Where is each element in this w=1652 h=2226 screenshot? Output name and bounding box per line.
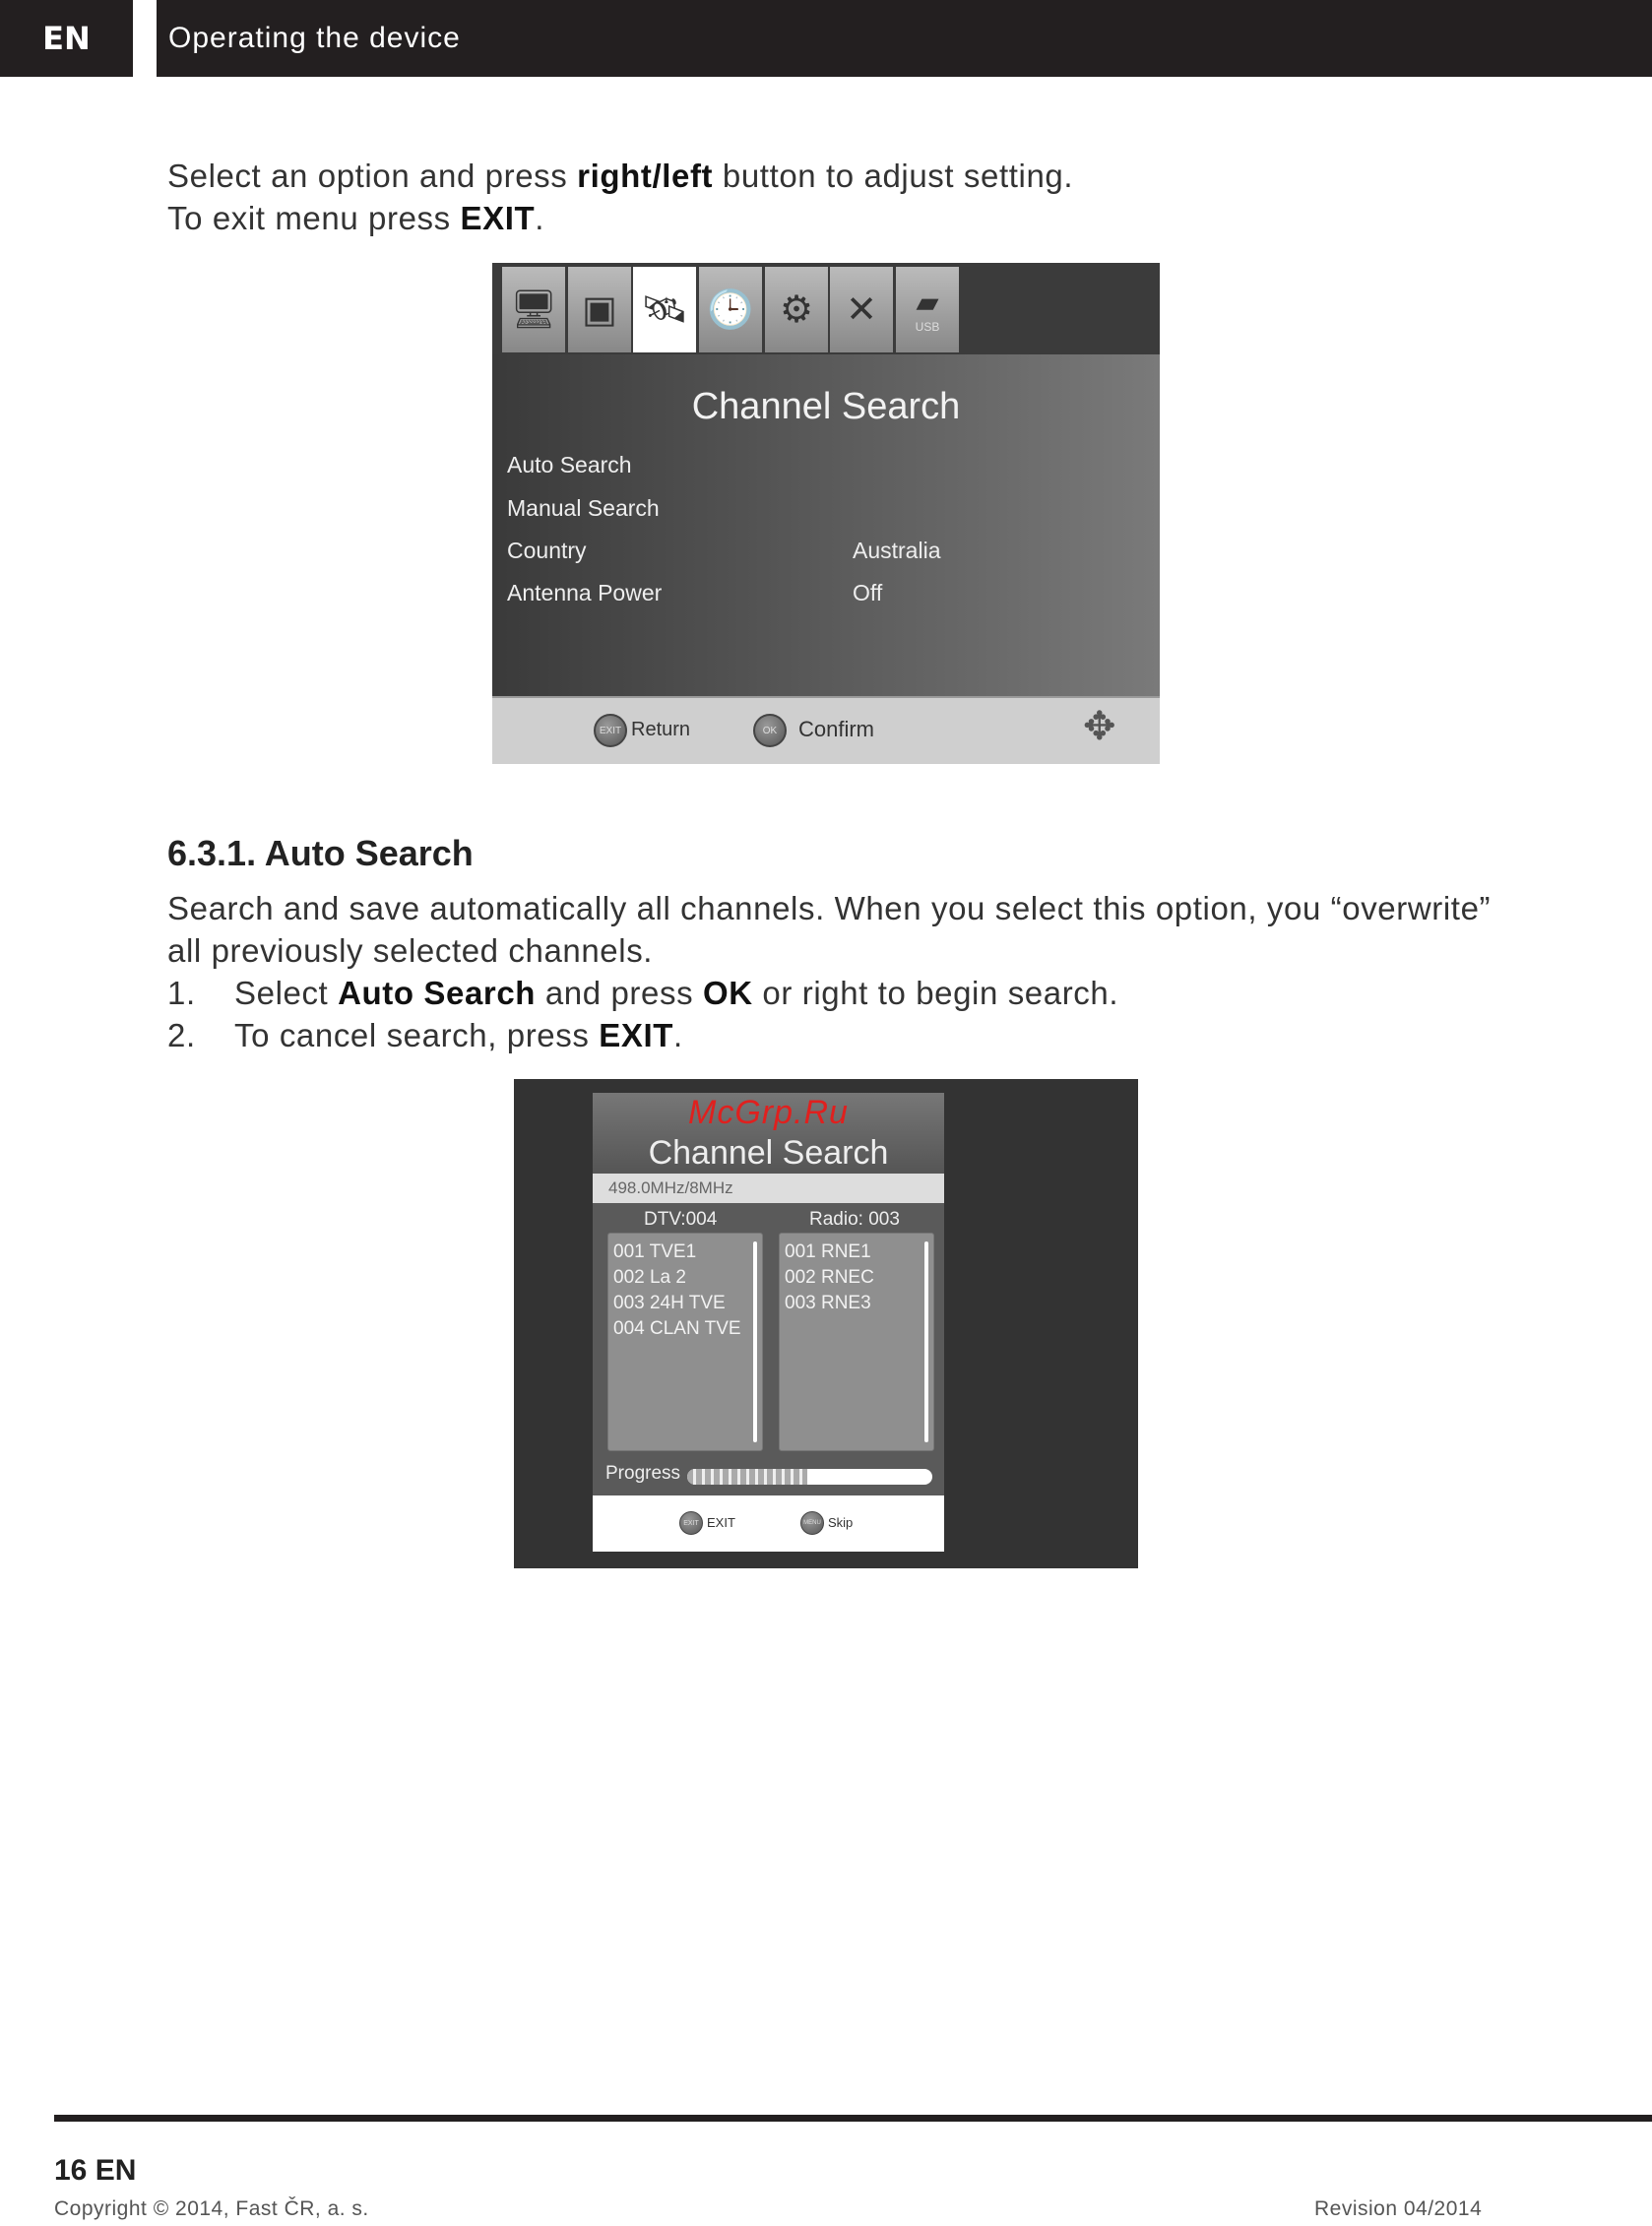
text: To cancel search, press: [234, 1017, 600, 1053]
page-number: 16 EN: [54, 2154, 137, 2187]
auto-search-screenshot: [514, 1079, 1138, 1568]
tv-info-icon: 🖥: [502, 267, 565, 352]
list-item: 002 La 2: [613, 1267, 686, 1288]
description-line-2: all previously selected channels.: [167, 932, 654, 969]
settings-icon: ⚙: [765, 267, 828, 352]
menu-hint-bar: [492, 696, 1160, 764]
option-auto-search: Auto Search: [338, 975, 537, 1011]
menu-item-manual-search: Manual Search: [507, 495, 660, 521]
progress-fill: [687, 1469, 807, 1485]
frequency-bar: 498.0MHz/8MHz: [593, 1174, 944, 1203]
footer-rule: [54, 2115, 1652, 2122]
exit-key-icon: EXIT: [594, 714, 627, 747]
text: .: [535, 200, 545, 236]
step-2: [167, 1017, 683, 1054]
watermark: McGrp.Ru: [688, 1094, 849, 1131]
menu-key-icon: MENU: [800, 1511, 824, 1535]
time-icon: 🕒: [699, 267, 762, 352]
step-number: 2.: [167, 1017, 196, 1053]
text: button to adjust setting.: [713, 158, 1074, 194]
section-header: [157, 0, 1652, 77]
radio-list: [779, 1233, 934, 1451]
usb-icon: ▰ USB: [896, 267, 959, 352]
menu-title: Channel Search: [691, 386, 961, 427]
list-item: 003 RNE3: [785, 1293, 871, 1313]
tools-icon: ✕: [830, 267, 893, 352]
dtv-list: [607, 1233, 763, 1451]
list-item: 004 CLAN TVE: [613, 1318, 741, 1339]
list-item: 002 RNEC: [785, 1267, 874, 1288]
channel-search-menu-screenshot: [492, 263, 1160, 764]
section-heading: 6.3.1. Auto Search: [167, 833, 474, 873]
skip-label: Skip: [828, 1515, 854, 1530]
scrollbar: [924, 1241, 928, 1442]
picture-icon: ▣: [568, 267, 631, 352]
progress-bar: [687, 1469, 932, 1485]
intro-line-2: [167, 200, 544, 237]
list-item: 001 RNE1: [785, 1241, 871, 1262]
revision: Revision 04/2014: [1314, 2197, 1483, 2220]
radio-count: Radio: 003: [809, 1209, 900, 1230]
list-item: 001 TVE1: [613, 1241, 697, 1262]
text: Select: [234, 975, 339, 1011]
scrollbar: [753, 1241, 757, 1442]
step-number: 1.: [167, 975, 196, 1011]
search-title-area: [593, 1093, 944, 1174]
search-hint-bar: [593, 1495, 944, 1552]
key-ok: OK: [702, 975, 753, 1011]
country-value: Australia: [853, 538, 941, 563]
language-badge: EN: [0, 0, 133, 77]
search-panel: [593, 1093, 944, 1552]
step-1: [167, 975, 1118, 1012]
menu-item-country: Country: [507, 538, 587, 563]
copyright: Copyright © 2014, Fast ČR, a. s.: [54, 2197, 369, 2220]
menu-item-antenna-power: Antenna Power: [507, 580, 663, 605]
ok-key-icon: OK: [753, 714, 787, 747]
text: Select an option and press: [167, 158, 578, 194]
menu-icon-strip: [492, 263, 1160, 354]
key-exit: EXIT: [460, 200, 536, 236]
dtv-count: DTV:004: [644, 1209, 718, 1230]
menu-item-auto-search: Auto Search: [507, 452, 632, 477]
channel-search-icon: 🛰: [633, 267, 696, 352]
exit-label: EXIT: [707, 1515, 735, 1530]
navigation-arrows-icon: ✥: [1083, 705, 1116, 748]
list-item: 003 24H TVE: [613, 1293, 726, 1313]
description-line-1: Search and save automatically all channels. When you select this option, you “overwrite”: [167, 890, 1492, 926]
text: To exit menu press: [167, 200, 461, 236]
section-title: Operating the device: [168, 22, 461, 54]
confirm-label: Confirm: [798, 717, 875, 741]
exit-key-icon: EXIT: [679, 1511, 703, 1535]
antenna-power-value: Off: [853, 580, 883, 605]
search-title: Channel Search: [648, 1134, 889, 1172]
return-label: Return: [631, 719, 691, 740]
text: .: [672, 1017, 683, 1053]
intro-line-1: [167, 158, 1073, 195]
key-right-left: right/left: [577, 158, 714, 194]
progress-label: Progress: [605, 1463, 681, 1484]
text: or right to begin search.: [752, 975, 1119, 1011]
text: and press: [536, 975, 703, 1011]
key-exit: EXIT: [599, 1017, 673, 1053]
usb-label: USB: [915, 320, 940, 334]
